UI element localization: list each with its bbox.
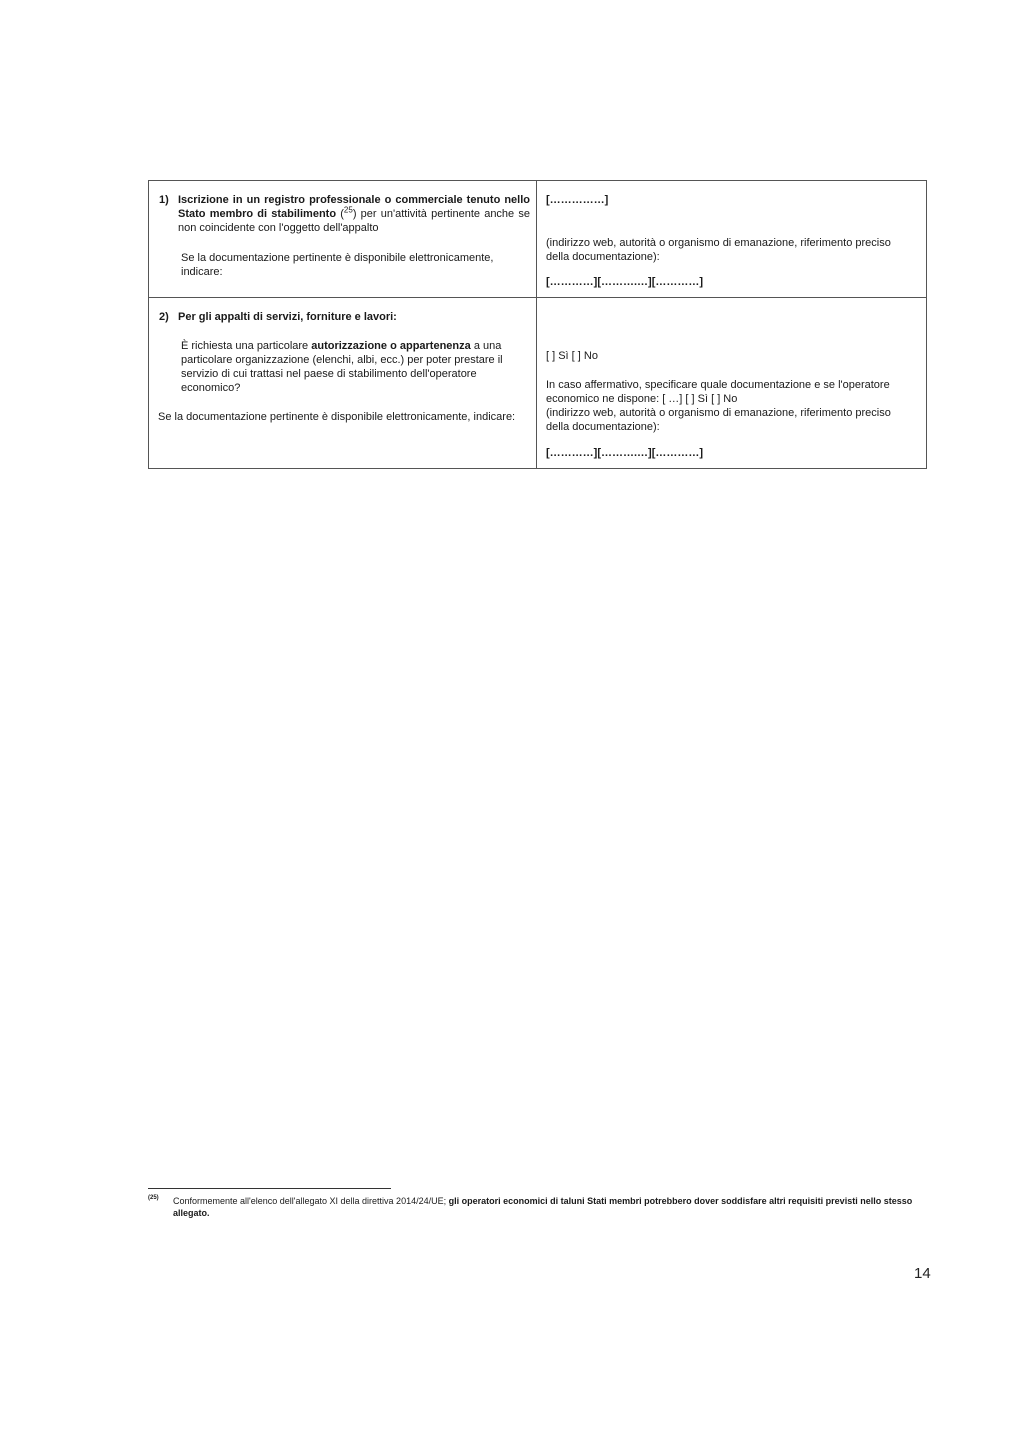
row2-number: 2) <box>159 311 169 323</box>
row2-title: Per gli appalti di servizi, forniture e lavori: <box>178 311 397 323</box>
row1-paren-open: ( <box>336 208 344 220</box>
row1-answer-field[interactable]: [……………] <box>546 194 609 206</box>
footnote-text-bold: gli operatori economici di taluni Stati membri potrebbero dover soddisfare altri requisiti previsti nello stesso allegato. <box>173 1196 913 1218</box>
row1-question-cell <box>149 181 537 298</box>
row2-web-note: (indirizzo web, autorità o organismo di emanazione, riferimento preciso della documentazione): <box>546 407 891 433</box>
row1-doc-note: Se la documentazione pertinente è disponibile elettronicamente, indicare: <box>181 252 494 278</box>
row2-yes-no[interactable]: [ ] Sì [ ] No <box>546 350 598 362</box>
row2-web-fields[interactable]: […………][……….…][…………] <box>546 447 704 459</box>
footnote-ref-25[interactable]: 25 <box>343 205 353 215</box>
row1-web-fields[interactable]: […………][……….…][…………] <box>546 276 704 288</box>
row1-title <box>178 193 530 235</box>
row2-question-pre: È richiesta una particolare <box>181 340 312 352</box>
row2-question-post: a una particolare organizzazione (elenchi, albi, ecc.) per poter prestare il servizio di cui trattasi nel paese di stabilimento dell'operatore economico? <box>181 340 503 394</box>
row1-title-bold: Iscrizione in un registro professionale o commerciale tenuto nello Stato membro di stabilimento <box>178 194 530 220</box>
footnote-divider <box>148 1188 391 1189</box>
row1-title-rest: ) per un'attività pertinente anche se non coincidente con l'oggetto dell'appalto <box>178 208 530 234</box>
footnote-text-regular: Conformemente all'elenco dell'allegato XI della direttiva 2014/24/UE; <box>173 1196 449 1206</box>
table-row <box>149 181 927 298</box>
row2-doc-note: Se la documentazione pertinente è disponibile elettronicamente, indicare: <box>158 411 516 423</box>
footnote-text <box>173 1195 913 1219</box>
row2-question <box>181 339 526 395</box>
page-number: 14 <box>914 1265 931 1282</box>
row1-number: 1) <box>159 194 169 206</box>
table-row <box>149 298 927 469</box>
footnote-mark: (25) <box>148 1195 159 1201</box>
row2-answer-cell <box>537 298 927 469</box>
requirements-table <box>148 180 927 469</box>
row1-answer-cell <box>537 181 927 298</box>
row2-affirmative-note: In caso affermativo, specificare quale documentazione e se l'operatore economico ne dispone: [ …] [ ] Sì [ ] No <box>546 379 890 405</box>
row2-question-cell <box>149 298 537 469</box>
row2-question-bold: autorizzazione o appartenenza <box>311 340 471 352</box>
row1-web-note: (indirizzo web, autorità o organismo di emanazione, riferimento preciso della documentazione): <box>546 237 891 263</box>
